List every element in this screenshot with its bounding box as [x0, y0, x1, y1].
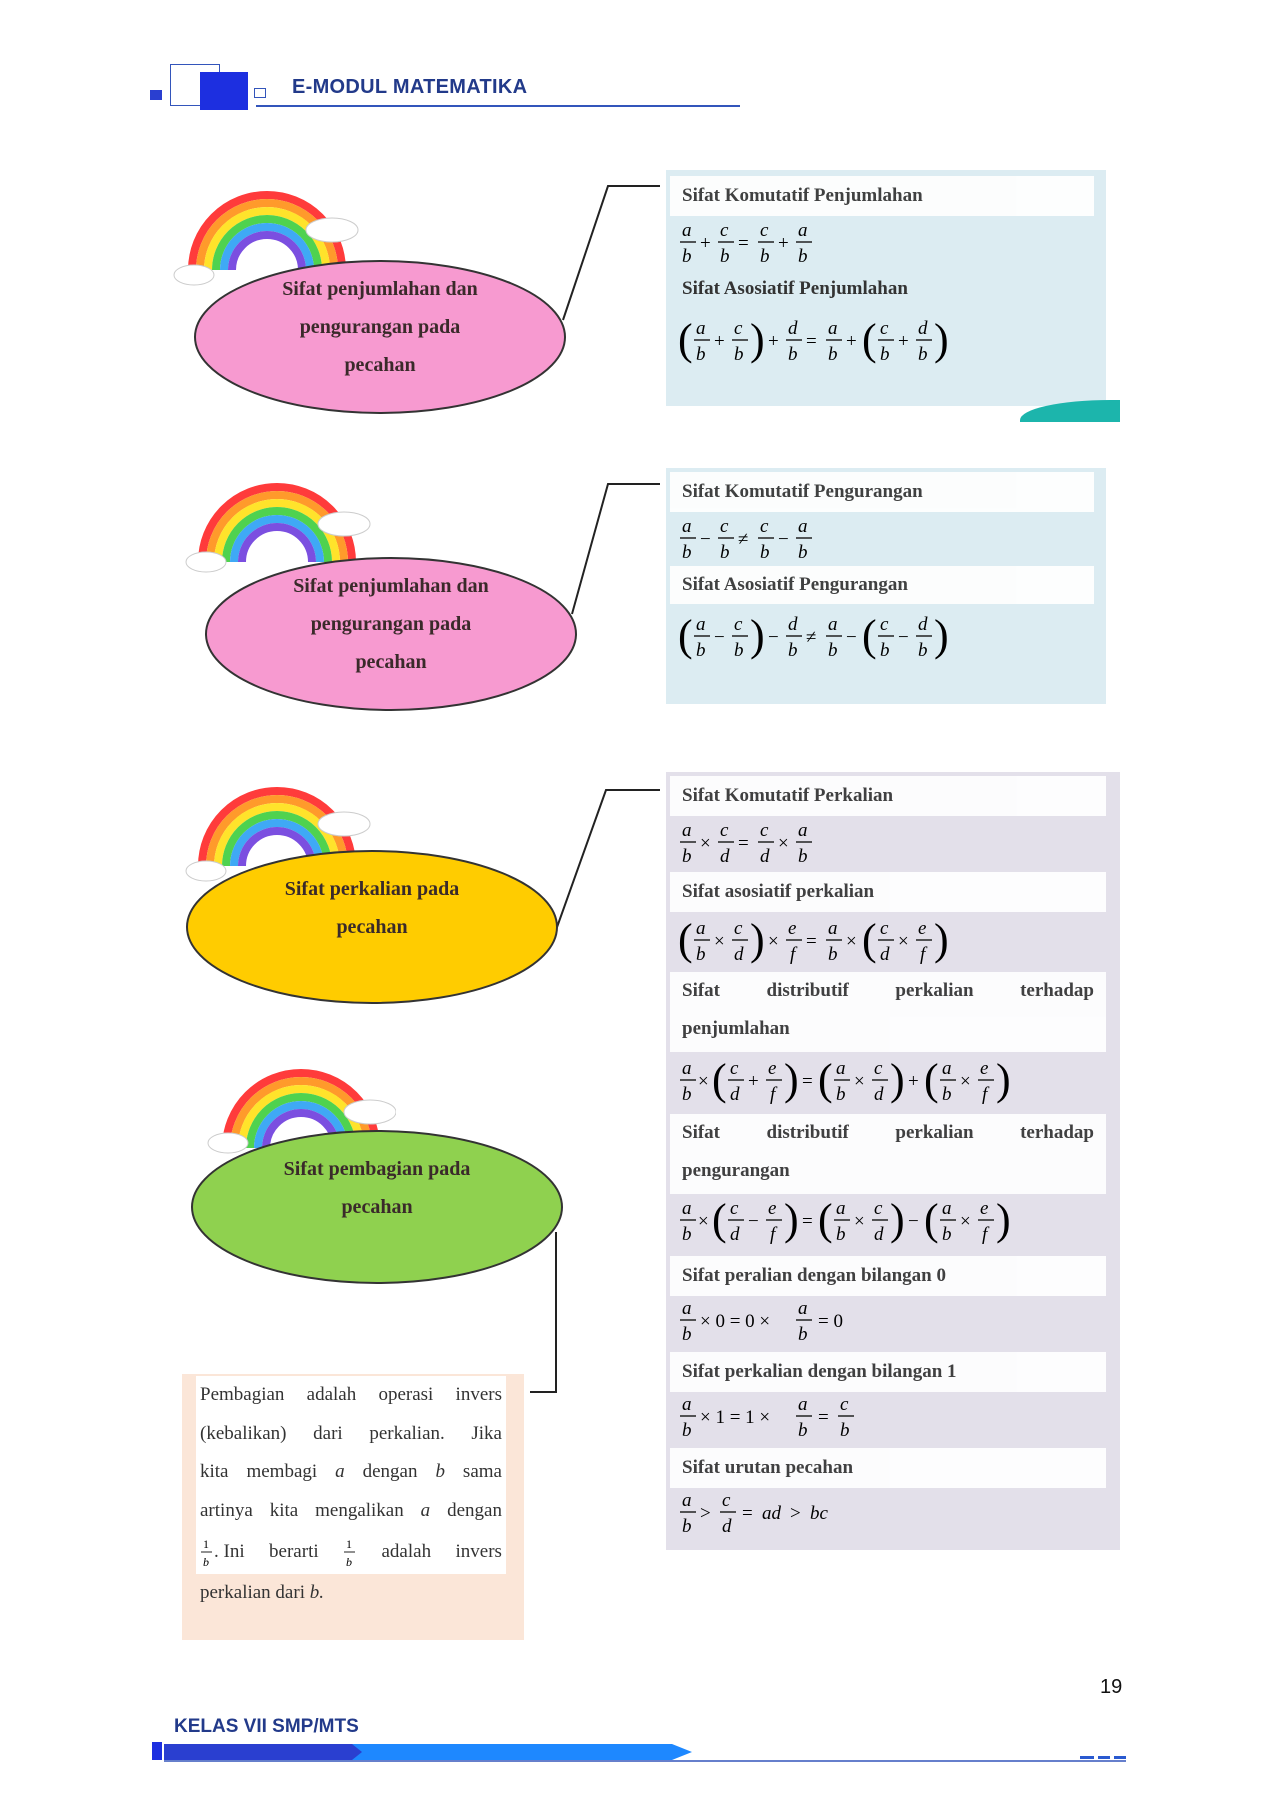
- svg-text:e: e: [768, 1198, 777, 1219]
- svg-text:=: =: [738, 833, 749, 854]
- ellipse-3-label: Sifat perkalian pada pecahan: [284, 878, 460, 938]
- svg-text:d: d: [880, 944, 890, 965]
- svg-text:f: f: [982, 1224, 988, 1245]
- svg-text:(: (: [678, 315, 693, 364]
- svg-text:f: f: [770, 1224, 776, 1245]
- svg-text:a: a: [942, 1058, 952, 1079]
- svg-text:b: b: [880, 640, 890, 661]
- note-line-6: perkalian dari b.: [200, 1582, 324, 1603]
- heading-commutative-addition: Sifat Komutatif Penjumlahan: [670, 176, 1094, 216]
- svg-text:b: b: [798, 846, 808, 867]
- svg-text:×: ×: [960, 1211, 971, 1232]
- svg-text:c: c: [720, 820, 729, 841]
- fraction-1-over-b: [343, 1534, 357, 1570]
- svg-text:−: −: [908, 1211, 919, 1232]
- svg-text:b: b: [760, 542, 770, 563]
- svg-text:−: −: [714, 627, 725, 648]
- svg-text:−: −: [846, 627, 857, 648]
- svg-text:c: c: [720, 220, 729, 241]
- svg-text:c: c: [722, 1490, 731, 1511]
- svg-text:−: −: [748, 1211, 759, 1232]
- svg-text:b: b: [788, 640, 798, 661]
- ellipse-4-label: Sifat pembagian pada pecahan: [283, 1158, 471, 1218]
- svg-text:b: b: [696, 344, 706, 365]
- svg-text:b: b: [720, 246, 730, 267]
- svg-text:>: >: [790, 1503, 801, 1524]
- svg-text:b: b: [828, 944, 838, 965]
- formula-commutative-multiplication: [676, 814, 836, 870]
- svg-text:−: −: [898, 627, 909, 648]
- svg-text:c: c: [760, 220, 769, 241]
- formula-order-of-fractions: [676, 1484, 876, 1540]
- svg-text:f: f: [920, 944, 926, 965]
- svg-text:(: (: [712, 1055, 727, 1104]
- note-line-3: kita membagi a dengan b sama: [196, 1453, 506, 1492]
- svg-text:×: ×: [698, 1211, 709, 1232]
- svg-text:): ): [750, 611, 765, 660]
- svg-text:1: 1: [203, 1537, 209, 1551]
- svg-text:−: −: [700, 529, 711, 550]
- svg-text:≠: ≠: [738, 529, 749, 550]
- svg-text:a: a: [798, 220, 808, 241]
- svg-text:): ): [890, 1055, 905, 1104]
- svg-text:): ): [750, 915, 765, 964]
- formula-commutative-addition: [676, 214, 836, 270]
- svg-text:a: a: [682, 1058, 692, 1079]
- svg-text:d: d: [730, 1224, 740, 1245]
- division-note-text: [196, 1376, 506, 1613]
- svg-text:a: a: [798, 820, 808, 841]
- svg-text:d: d: [788, 318, 798, 339]
- svg-text:a: a: [798, 516, 808, 537]
- svg-text:× 0 = 0 ×: × 0 = 0 ×: [700, 1311, 771, 1332]
- svg-text:b: b: [682, 846, 692, 867]
- svg-text:a: a: [828, 614, 838, 635]
- svg-text:d: d: [720, 846, 730, 867]
- formula-associative-addition: [676, 312, 956, 372]
- formula-commutative-subtraction: [676, 510, 836, 566]
- svg-text:a: a: [682, 1394, 692, 1415]
- svg-text:b: b: [682, 542, 692, 563]
- svg-text:d: d: [788, 614, 798, 635]
- ellipse-2-label: Sifat penjumlahan dan pengurangan pada pecahan: [293, 575, 489, 673]
- heading-order-of-fractions: Sifat urutan pecahan: [670, 1448, 1106, 1488]
- svg-text:b: b: [720, 542, 730, 563]
- svg-text:b: b: [734, 344, 744, 365]
- svg-text:×: ×: [960, 1071, 971, 1092]
- ellipse-1-label: Sifat penjumlahan dan pengurangan pada pecahan: [282, 278, 478, 376]
- svg-text:a: a: [836, 1198, 846, 1219]
- header-title: E-MODUL MATEMATIKA: [292, 76, 528, 98]
- svg-text:bc: bc: [810, 1503, 828, 1524]
- svg-text:d: d: [918, 318, 928, 339]
- svg-text:×: ×: [698, 1071, 709, 1092]
- svg-text:c: c: [874, 1198, 883, 1219]
- formula-associative-subtraction: [676, 608, 956, 668]
- svg-text:b: b: [203, 1555, 209, 1569]
- svg-text:(: (: [862, 315, 877, 364]
- svg-text:a: a: [696, 318, 706, 339]
- svg-text:a: a: [696, 614, 706, 635]
- svg-text:b: b: [696, 944, 706, 965]
- svg-text:b: b: [798, 1420, 808, 1441]
- heading-commutative-multiplication: Sifat Komutatif Perkalian: [670, 776, 1106, 816]
- svg-text:a: a: [942, 1198, 952, 1219]
- svg-text:=: =: [802, 1071, 813, 1092]
- svg-text:(: (: [924, 1055, 939, 1104]
- svg-text:f: f: [770, 1084, 776, 1105]
- svg-text:b: b: [798, 246, 808, 267]
- svg-text:a: a: [682, 1298, 692, 1319]
- svg-text:a: a: [682, 1490, 692, 1511]
- svg-text:=: =: [806, 931, 817, 952]
- svg-text:×: ×: [714, 931, 725, 952]
- svg-text:(: (: [862, 611, 877, 660]
- svg-text:b: b: [696, 640, 706, 661]
- svg-text:b: b: [760, 246, 770, 267]
- svg-text:−: −: [778, 529, 789, 550]
- svg-text:a: a: [798, 1394, 808, 1415]
- svg-text:c: c: [760, 516, 769, 537]
- svg-text:b: b: [682, 1084, 692, 1105]
- svg-text:(: (: [818, 1055, 833, 1104]
- formula-multiply-zero: [676, 1292, 876, 1348]
- svg-text:(: (: [818, 1195, 833, 1244]
- note-line-1: Pembagian adalah operasi invers: [196, 1376, 506, 1415]
- svg-text:b: b: [828, 640, 838, 661]
- svg-text:c: c: [734, 318, 743, 339]
- svg-text:c: c: [880, 318, 889, 339]
- svg-text:>: >: [700, 1503, 711, 1524]
- svg-text:× 1 = 1 ×: × 1 = 1 ×: [700, 1407, 771, 1428]
- svg-text:): ): [784, 1055, 799, 1104]
- svg-text:f: f: [790, 944, 796, 965]
- svg-text:−: −: [768, 627, 779, 648]
- svg-text:): ): [934, 915, 949, 964]
- note-line-4: artinya kita mengalikan a dengan: [196, 1492, 506, 1531]
- svg-text:a: a: [828, 918, 838, 939]
- svg-text:b: b: [836, 1084, 846, 1105]
- svg-text:a: a: [836, 1058, 846, 1079]
- svg-text:(: (: [678, 915, 693, 964]
- svg-text:b: b: [798, 542, 808, 563]
- svg-text:×: ×: [898, 931, 909, 952]
- svg-text:e: e: [918, 918, 927, 939]
- svg-text:= 0: = 0: [818, 1311, 843, 1332]
- svg-text:b: b: [682, 1224, 692, 1245]
- svg-text:+: +: [908, 1071, 919, 1092]
- svg-text:e: e: [788, 918, 797, 939]
- svg-text:+: +: [700, 233, 711, 254]
- svg-text:e: e: [980, 1198, 989, 1219]
- svg-text:e: e: [980, 1058, 989, 1079]
- svg-text:b: b: [840, 1420, 850, 1441]
- note-line-5: 1 b . Ini berarti 1 b adalah invers: [196, 1530, 506, 1574]
- svg-text:c: c: [734, 918, 743, 939]
- svg-text:): ): [996, 1195, 1011, 1244]
- svg-text:(: (: [924, 1195, 939, 1244]
- svg-text:+: +: [778, 233, 789, 254]
- svg-text:d: d: [760, 846, 770, 867]
- heading-associative-subtraction: Sifat Asosiatif Pengurangan: [670, 566, 1094, 604]
- heading-commutative-subtraction: Sifat Komutatif Pengurangan: [670, 472, 1094, 512]
- svg-text:+: +: [846, 331, 857, 352]
- svg-text:×: ×: [700, 833, 711, 854]
- svg-text:≠: ≠: [806, 627, 817, 648]
- svg-text:a: a: [696, 918, 706, 939]
- formula-multiply-one: [676, 1388, 876, 1444]
- svg-text:b: b: [942, 1084, 952, 1105]
- svg-text:b: b: [918, 344, 928, 365]
- svg-text:+: +: [748, 1071, 759, 1092]
- formula-associative-multiplication: [676, 912, 956, 972]
- svg-text:×: ×: [854, 1071, 865, 1092]
- footer-bar: [152, 1742, 1126, 1762]
- svg-text:d: d: [874, 1084, 884, 1105]
- svg-text:(: (: [678, 611, 693, 660]
- svg-text:): ): [784, 1195, 799, 1244]
- svg-text:(: (: [712, 1195, 727, 1244]
- svg-text:×: ×: [854, 1211, 865, 1232]
- svg-text:c: c: [730, 1198, 739, 1219]
- svg-text:d: d: [734, 944, 744, 965]
- svg-text:ad: ad: [762, 1503, 781, 1524]
- svg-text:=: =: [742, 1503, 753, 1524]
- svg-text:=: =: [818, 1407, 829, 1428]
- heading-multiply-zero: Sifat peralian dengan bilangan 0: [670, 1256, 1106, 1296]
- svg-text:=: =: [806, 331, 817, 352]
- svg-text:): ): [750, 315, 765, 364]
- svg-text:b: b: [682, 1324, 692, 1345]
- svg-text:c: c: [720, 516, 729, 537]
- svg-text:×: ×: [846, 931, 857, 952]
- svg-text:c: c: [880, 918, 889, 939]
- heading-associative-addition: Sifat Asosiatif Penjumlahan: [682, 278, 908, 299]
- svg-text:a: a: [682, 516, 692, 537]
- svg-text:c: c: [734, 614, 743, 635]
- svg-text:×: ×: [768, 931, 779, 952]
- svg-text:+: +: [898, 331, 909, 352]
- svg-text:b: b: [346, 1555, 353, 1569]
- svg-text:=: =: [802, 1211, 813, 1232]
- heading-distributive-subtraction: Sifat distributif perkalian terhadap pengurangan: [670, 1114, 1106, 1194]
- svg-text:d: d: [730, 1084, 740, 1105]
- svg-text:c: c: [880, 614, 889, 635]
- svg-text:b: b: [836, 1224, 846, 1245]
- footer-title: KELAS VII SMP/MTS: [174, 1716, 359, 1737]
- svg-text:b: b: [942, 1224, 952, 1245]
- page-number: 19: [1100, 1676, 1123, 1698]
- heading-distributive-addition: Sifat distributif perkalian terhadap penjumlahan: [670, 972, 1106, 1052]
- svg-text:): ): [996, 1055, 1011, 1104]
- note-line-2: (kebalikan) dari perkalian. Jika: [196, 1415, 506, 1454]
- svg-text:b: b: [788, 344, 798, 365]
- svg-text:b: b: [682, 1516, 692, 1537]
- svg-text:b: b: [918, 640, 928, 661]
- formula-distributive-addition: [676, 1052, 1016, 1112]
- svg-text:a: a: [682, 820, 692, 841]
- svg-text:(: (: [862, 915, 877, 964]
- svg-text:): ): [890, 1195, 905, 1244]
- svg-text:): ): [934, 315, 949, 364]
- svg-text:b: b: [682, 1420, 692, 1441]
- heading-associative-multiplication: Sifat asosiatif perkalian: [670, 872, 1106, 912]
- svg-text:c: c: [874, 1058, 883, 1079]
- svg-text:e: e: [768, 1058, 777, 1079]
- svg-text:+: +: [768, 331, 779, 352]
- formula-distributive-subtraction: [676, 1192, 1016, 1252]
- svg-text:d: d: [874, 1224, 884, 1245]
- svg-text:+: +: [714, 331, 725, 352]
- svg-text:b: b: [880, 344, 890, 365]
- svg-text:=: =: [738, 233, 749, 254]
- svg-text:×: ×: [778, 833, 789, 854]
- svg-text:a: a: [682, 220, 692, 241]
- svg-text:a: a: [682, 1198, 692, 1219]
- svg-text:d: d: [722, 1516, 732, 1537]
- svg-text:b: b: [682, 246, 692, 267]
- svg-text:c: c: [840, 1394, 849, 1415]
- svg-text:a: a: [798, 1298, 808, 1319]
- svg-text:b: b: [828, 344, 838, 365]
- svg-text:c: c: [760, 820, 769, 841]
- svg-text:1: 1: [346, 1537, 353, 1551]
- svg-text:f: f: [982, 1084, 988, 1105]
- svg-text:d: d: [918, 614, 928, 635]
- svg-text:a: a: [828, 318, 838, 339]
- svg-text:b: b: [734, 640, 744, 661]
- heading-multiply-one: Sifat perkalian dengan bilangan 1: [670, 1352, 1106, 1392]
- fraction-1-over-b: [200, 1534, 214, 1570]
- svg-text:): ): [934, 611, 949, 660]
- svg-text:c: c: [730, 1058, 739, 1079]
- svg-text:b: b: [798, 1324, 808, 1345]
